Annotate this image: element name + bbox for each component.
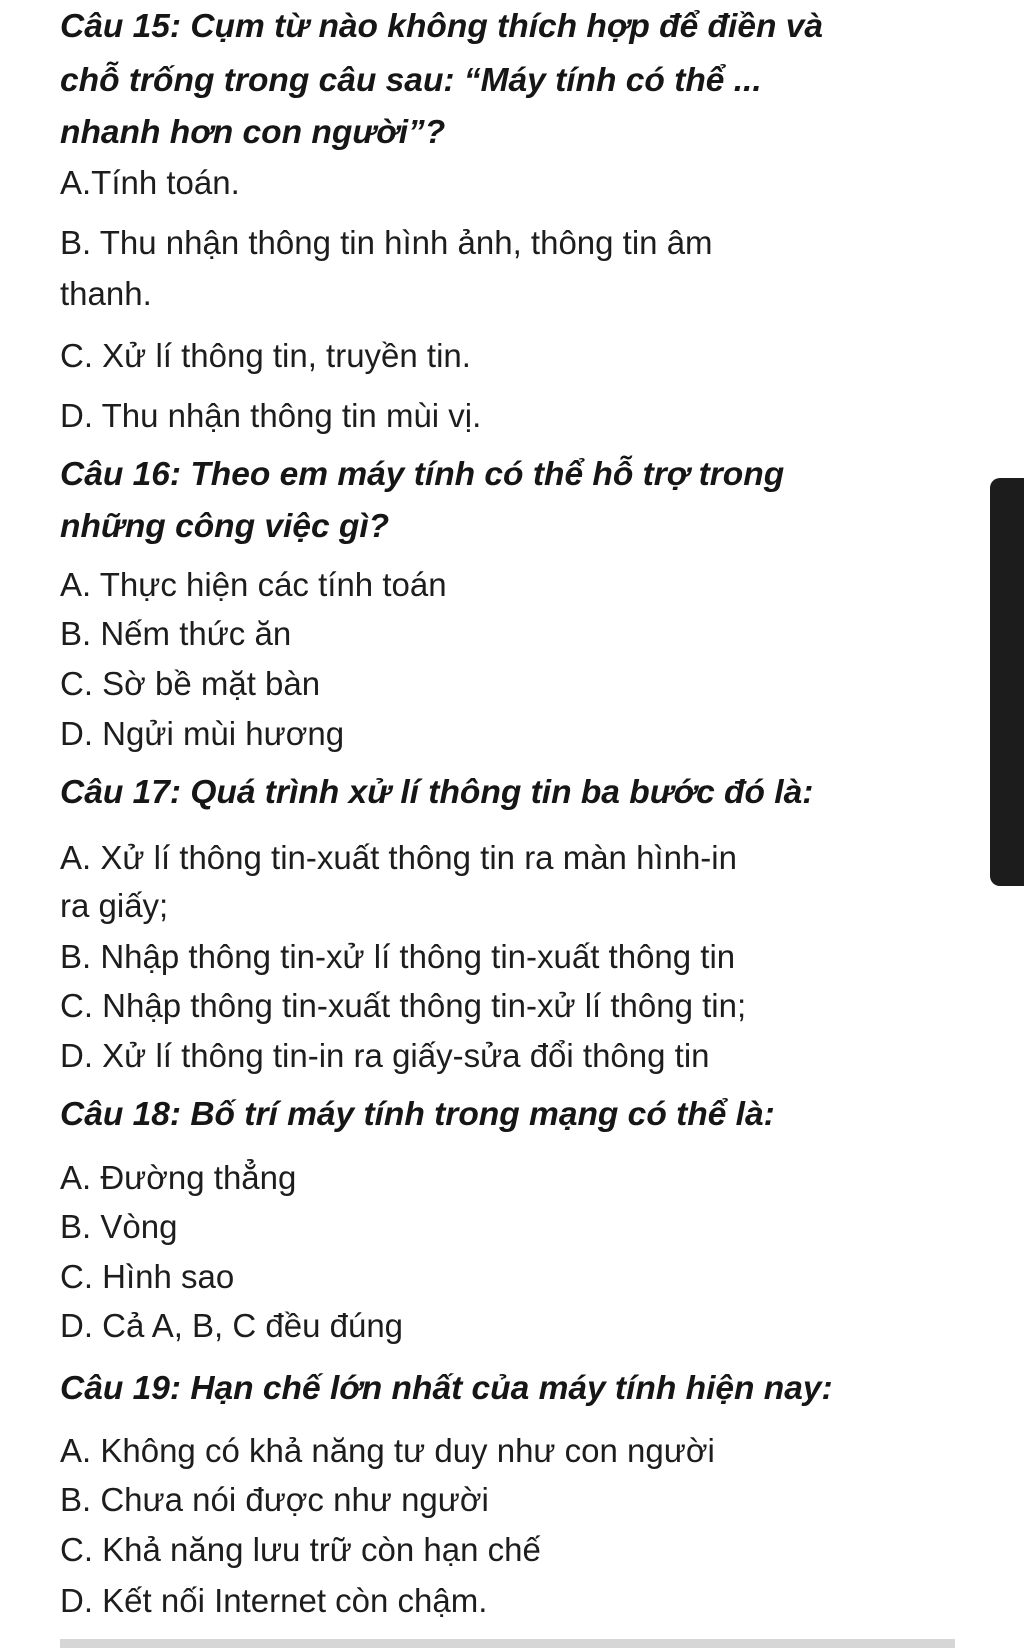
question-16-title-line-2: những công việc gì? <box>60 508 390 545</box>
question-19-option-a: A. Không có khả năng tư duy như con người <box>60 1432 715 1469</box>
question-18-option-b: B. Vòng <box>60 1208 178 1245</box>
question-15-title-line-2: chỗ trống trong câu sau: “Máy tính có thể ... <box>60 62 762 99</box>
bottom-divider <box>60 1639 955 1648</box>
question-15-title-line-1: Câu 15: Cụm từ nào không thích hợp để điền và <box>60 8 823 45</box>
question-16-title-line-1: Câu 16: Theo em máy tính có thể hỗ trợ trong <box>60 456 785 493</box>
question-16-option-d: D. Ngửi mùi hương <box>60 715 345 752</box>
question-17-option-c: C. Nhập thông tin-xuất thông tin-xử lí thông tin; <box>60 987 747 1024</box>
question-15-option-b-line-1: B. Thu nhận thông tin hình ảnh, thông tin âm <box>60 224 713 261</box>
question-18-option-d: D. Cả A, B, C đều đúng <box>60 1307 404 1344</box>
question-15-option-a: A.Tính toán. <box>60 164 240 201</box>
question-19-title: Câu 19: Hạn chế lớn nhất của máy tính hiện nay: <box>60 1370 833 1407</box>
question-17-option-b: B. Nhập thông tin-xử lí thông tin-xuất thông tin <box>60 938 736 975</box>
question-16-option-c: C. Sờ bề mặt bàn <box>60 665 321 702</box>
question-16-option-a: A. Thực hiện các tính toán <box>60 566 447 603</box>
question-17-option-a-line-2: ra giấy; <box>60 887 169 924</box>
question-15-option-b-line-2: thanh. <box>60 275 152 312</box>
question-19-option-b: B. Chưa nói được như người <box>60 1481 489 1518</box>
question-18-title: Câu 18: Bố trí máy tính trong mạng có thể là: <box>60 1096 775 1133</box>
question-16-option-b: B. Nếm thức ăn <box>60 615 292 652</box>
question-17-title: Câu 17: Quá trình xử lí thông tin ba bước đó là: <box>60 774 814 811</box>
question-15-option-c: C. Xử lí thông tin, truyền tin. <box>60 337 471 374</box>
question-18-option-a: A. Đường thẳng <box>60 1159 297 1196</box>
question-19-option-c: C. Khả năng lưu trữ còn hạn chế <box>60 1531 541 1568</box>
question-17-option-a-line-1: A. Xử lí thông tin-xuất thông tin ra màn hình-in <box>60 839 737 876</box>
question-18-option-c: C. Hình sao <box>60 1258 235 1295</box>
question-15-title-line-3: nhanh hơn con người”? <box>60 114 446 151</box>
scrollbar-thumb[interactable] <box>990 478 1024 886</box>
question-19-option-d: D. Kết nối Internet còn chậm. <box>60 1582 488 1619</box>
question-15-option-d: D. Thu nhận thông tin mùi vị. <box>60 397 482 434</box>
question-17-option-d: D. Xử lí thông tin-in ra giấy-sửa đổi thông tin <box>60 1037 710 1074</box>
